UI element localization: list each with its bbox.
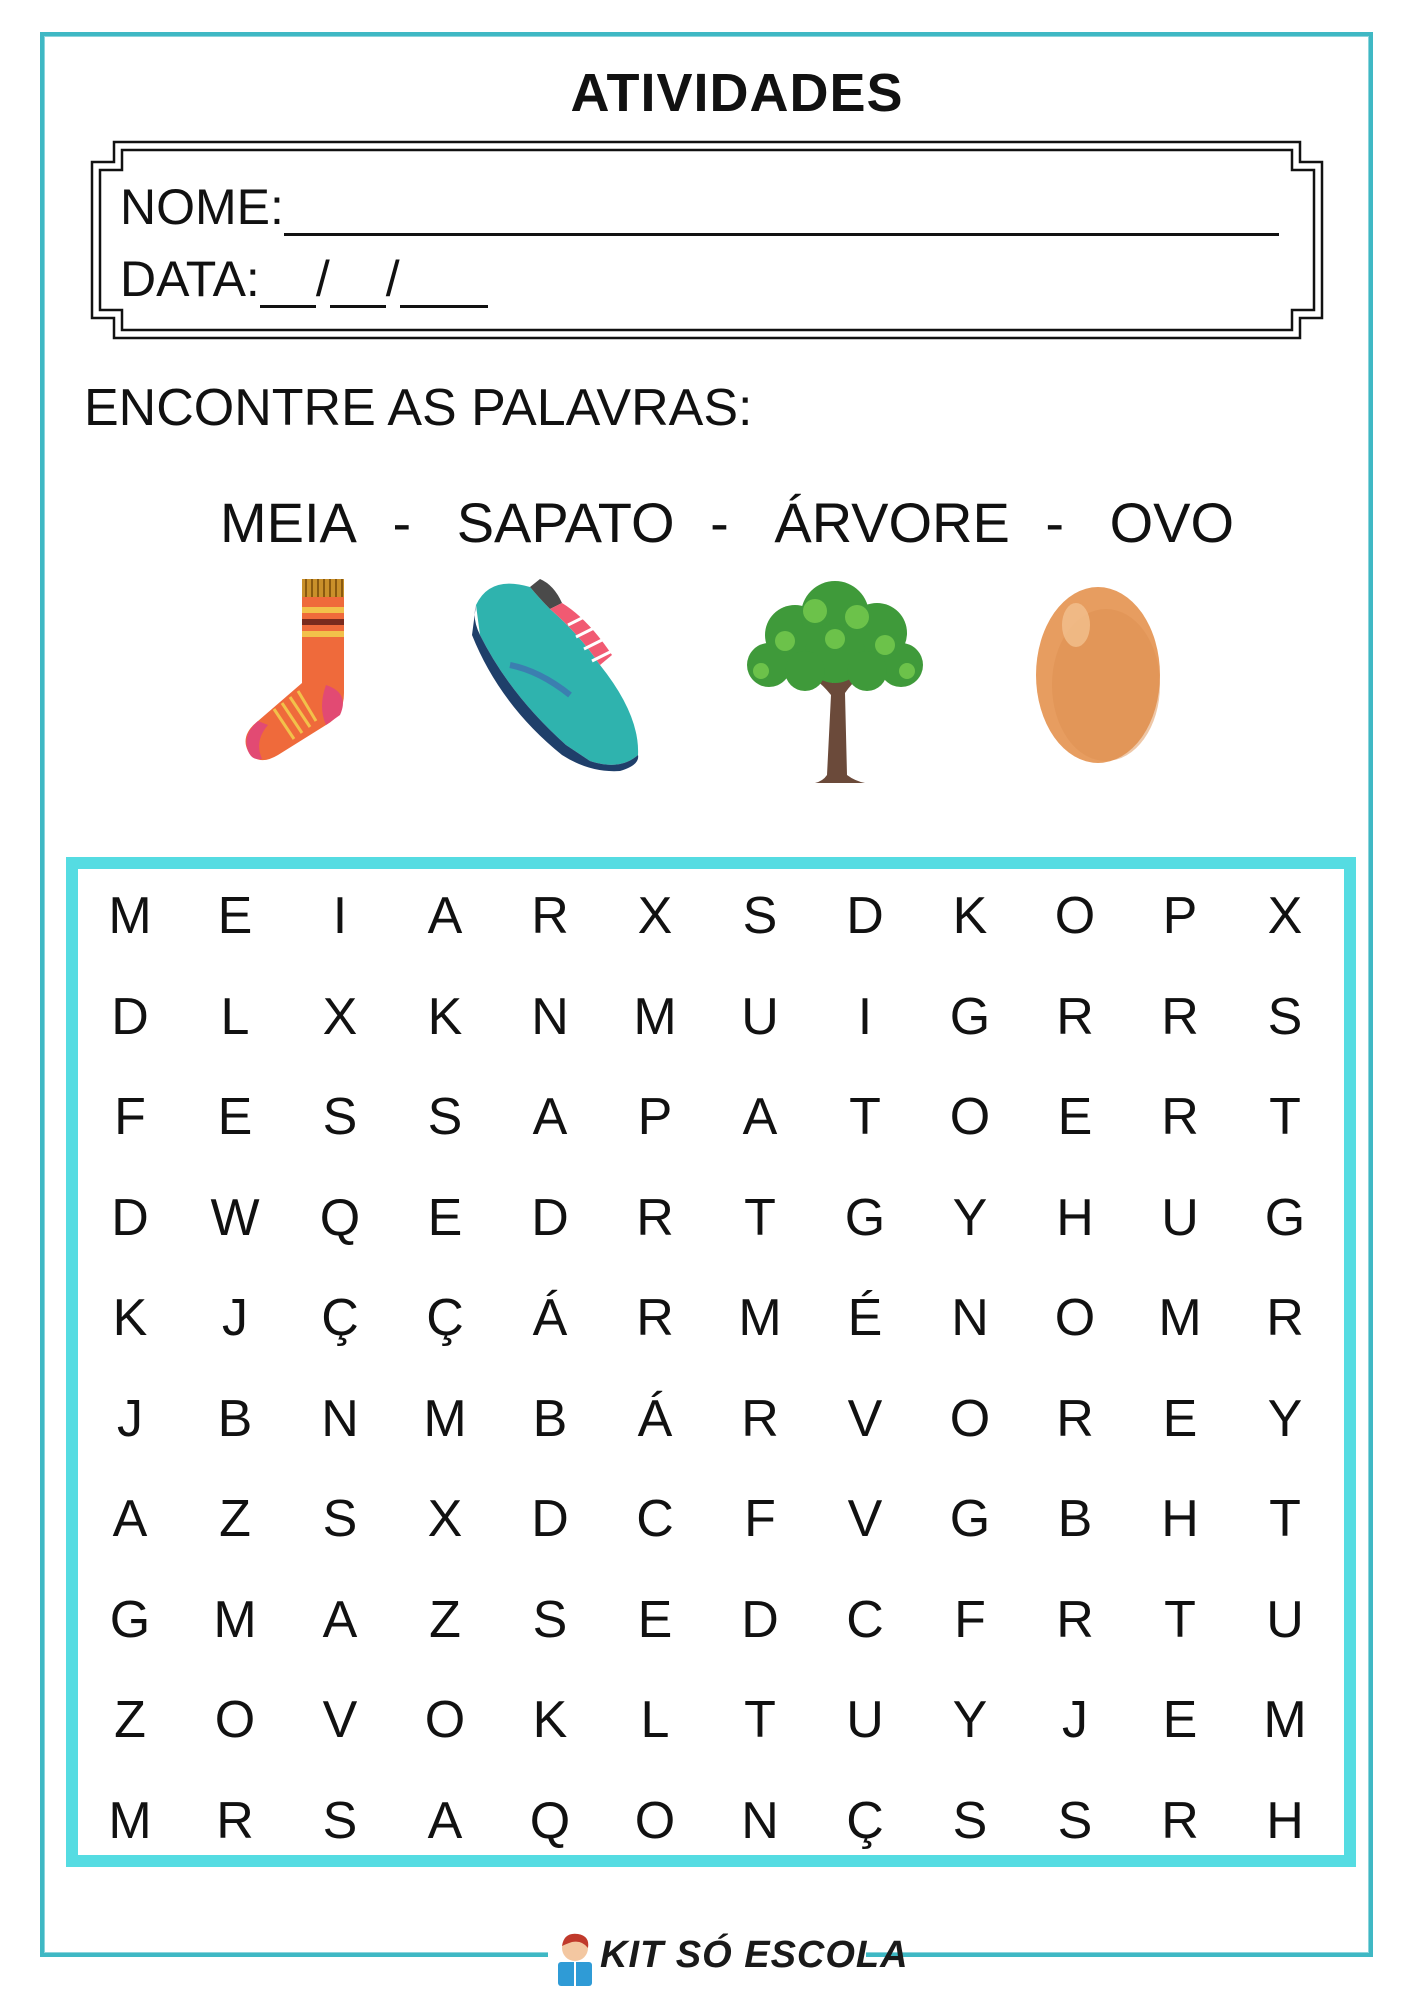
name-box-frame	[82, 140, 1332, 340]
grid-letter[interactable]: X	[427, 1490, 463, 1548]
grid-letter[interactable]: U	[741, 987, 779, 1046]
grid-letter[interactable]: W	[210, 1188, 260, 1247]
grid-letter[interactable]: T	[1164, 1590, 1196, 1649]
grid-letter[interactable]: M	[423, 1389, 467, 1448]
grid-letter[interactable]: S	[532, 1590, 568, 1649]
name-date-box	[82, 140, 1332, 340]
grid-letter[interactable]: B	[532, 1389, 568, 1448]
grid-letter[interactable]: F	[954, 1590, 986, 1649]
word-list	[220, 490, 1234, 555]
grid-letter[interactable]: P	[1162, 887, 1198, 945]
grid-letter[interactable]: B	[1057, 1490, 1093, 1548]
grid-letter[interactable]: I	[857, 987, 873, 1046]
grid-letter[interactable]: S	[742, 887, 778, 945]
grid-letter[interactable]: D	[531, 1188, 569, 1247]
grid-letter[interactable]: E	[427, 1188, 463, 1247]
date-label: DATA:	[120, 251, 260, 307]
grid-letter[interactable]: O	[424, 1691, 466, 1749]
grid-letter[interactable]: M	[213, 1590, 257, 1649]
grid-letter[interactable]: Z	[429, 1590, 461, 1649]
word-search-grid	[80, 868, 1342, 1858]
date-slash: /	[385, 251, 400, 307]
grid-letter[interactable]: S	[952, 1791, 988, 1850]
grid-letter[interactable]: V	[847, 1389, 883, 1448]
grid-letter[interactable]: Y	[952, 1188, 988, 1247]
name-field[interactable]	[120, 178, 1279, 236]
grid-letter[interactable]: D	[741, 1590, 779, 1649]
grid-letter[interactable]: R	[636, 1289, 674, 1347]
grid-letter[interactable]: T	[744, 1691, 776, 1749]
grid-letter[interactable]: R	[636, 1188, 674, 1247]
word-item: ÁRVORE	[774, 491, 1010, 554]
grid-letter[interactable]: R	[1161, 1791, 1199, 1850]
grid-letter[interactable]: R	[1266, 1289, 1304, 1347]
grid-letter[interactable]: N	[531, 987, 569, 1046]
grid-letter[interactable]: R	[1161, 1088, 1199, 1146]
grid-letter[interactable]: H	[1056, 1188, 1094, 1247]
date-year-blank	[400, 261, 488, 308]
grid-letter[interactable]: O	[634, 1791, 676, 1850]
grid-letter[interactable]: H	[1266, 1791, 1304, 1850]
grid-letter[interactable]: D	[111, 987, 149, 1046]
grid-letter[interactable]: Ç	[846, 1791, 884, 1850]
grid-letter[interactable]: S	[322, 1791, 358, 1850]
grid-letter[interactable]: G	[109, 1590, 151, 1649]
sock-icon	[240, 575, 360, 775]
grid-letter[interactable]: E	[637, 1590, 673, 1649]
grid-letter[interactable]: M	[108, 1791, 152, 1850]
grid-letter[interactable]: J	[222, 1289, 248, 1347]
grid-letter[interactable]: S	[1267, 987, 1303, 1046]
grid-letter[interactable]: D	[846, 887, 884, 945]
grid-letter[interactable]: F	[744, 1490, 776, 1548]
word-separator: -	[1045, 491, 1065, 554]
grid-letter[interactable]: X	[322, 987, 358, 1046]
grid-letter[interactable]: U	[846, 1691, 884, 1749]
grid-letter[interactable]: R	[1056, 987, 1094, 1046]
date-slash: /	[315, 251, 330, 307]
grid-letter[interactable]: J	[117, 1389, 143, 1448]
date-day-blank	[260, 261, 316, 308]
page-title: ATIVIDADES	[570, 63, 904, 123]
grid-letter[interactable]: N	[951, 1289, 989, 1347]
brand-name: KIT SÓ ESCOLA	[600, 1934, 909, 1976]
grid-letter[interactable]: E	[1162, 1389, 1198, 1448]
brand-logo	[548, 1920, 909, 1998]
grid-letter[interactable]: M	[1263, 1691, 1307, 1749]
grid-letter[interactable]: Ç	[321, 1289, 359, 1347]
grid-letter[interactable]: X	[637, 887, 673, 945]
grid-letter[interactable]: A	[112, 1490, 148, 1548]
grid-letter[interactable]: A	[532, 1088, 568, 1146]
instruction-text: ENCONTRE AS PALAVRAS:	[84, 379, 753, 437]
grid-letter[interactable]: T	[849, 1088, 881, 1146]
grid-letter[interactable]: M	[108, 887, 152, 945]
grid-letter[interactable]: A	[427, 1791, 463, 1850]
grid-letter[interactable]: M	[633, 987, 677, 1046]
grid-letter[interactable]: E	[217, 1088, 253, 1146]
word-separator: -	[710, 491, 729, 554]
grid-letter[interactable]: Q	[319, 1188, 361, 1247]
tree-icon	[735, 575, 935, 785]
grid-letter[interactable]: Y	[1267, 1389, 1303, 1448]
grid-letter[interactable]: X	[1267, 887, 1303, 945]
grid-letter[interactable]: S	[322, 1088, 358, 1146]
egg-icon	[1028, 575, 1168, 775]
grid-letter[interactable]: E	[1057, 1088, 1093, 1146]
word-item: SAPATO	[456, 491, 675, 554]
grid-letter[interactable]: R	[531, 887, 569, 945]
grid-letter[interactable]: O	[949, 1088, 991, 1146]
grid-letter[interactable]: C	[846, 1590, 884, 1649]
grid-letter[interactable]: I	[332, 887, 348, 945]
grid-letter[interactable]: A	[427, 887, 463, 945]
grid-letter[interactable]: G	[1264, 1188, 1306, 1247]
grid-letter[interactable]: T	[1269, 1490, 1301, 1548]
grid-letter[interactable]: M	[1158, 1289, 1202, 1347]
grid-letter[interactable]: E	[1162, 1691, 1198, 1749]
grid-letter[interactable]: D	[531, 1490, 569, 1548]
grid-letter[interactable]: R	[741, 1389, 779, 1448]
grid-letter[interactable]: G	[949, 987, 991, 1046]
name-label: NOME:	[120, 179, 284, 235]
grid-letter[interactable]: A	[742, 1088, 778, 1146]
grid-letter[interactable]: K	[952, 887, 988, 945]
word-item: MEIA	[220, 491, 357, 554]
grid-letter[interactable]: A	[322, 1590, 358, 1649]
grid-letter[interactable]: H	[1161, 1490, 1199, 1548]
word-separator: -	[392, 491, 412, 554]
grid-letter[interactable]: K	[532, 1691, 568, 1749]
grid-letter[interactable]: Ç	[426, 1289, 464, 1347]
grid-letter[interactable]: N	[321, 1389, 359, 1448]
date-field[interactable]	[120, 250, 488, 308]
grid-letter[interactable]: J	[1062, 1691, 1088, 1749]
grid-letter[interactable]: E	[217, 887, 253, 945]
grid-letter[interactable]: Á	[532, 1289, 568, 1347]
grid-letter[interactable]: P	[637, 1088, 673, 1146]
grid-letter[interactable]: V	[322, 1691, 358, 1749]
grid-letter[interactable]: G	[844, 1188, 886, 1247]
grid-letter[interactable]: Y	[952, 1691, 988, 1749]
grid-letter[interactable]: F	[114, 1088, 146, 1146]
grid-letter[interactable]: C	[636, 1490, 674, 1548]
grid-letter[interactable]: R	[216, 1791, 254, 1850]
sneaker-icon	[470, 575, 650, 775]
grid-letter[interactable]: N	[741, 1791, 779, 1850]
grid-letter[interactable]: K	[427, 987, 463, 1046]
grid-letter[interactable]: T	[744, 1188, 776, 1247]
grid-letter[interactable]: O	[1054, 1289, 1096, 1347]
grid-letter[interactable]: R	[1056, 1389, 1094, 1448]
grid-letter[interactable]: Q	[529, 1791, 571, 1850]
grid-letter[interactable]: S	[322, 1490, 358, 1548]
word-pictures	[0, 575, 1414, 795]
grid-letter[interactable]: Z	[219, 1490, 251, 1548]
grid-letter[interactable]: T	[1269, 1088, 1301, 1146]
grid-letter[interactable]: O	[1054, 887, 1096, 945]
grid-letter[interactable]: V	[847, 1490, 883, 1548]
reading-kid-icon	[552, 1930, 598, 1990]
grid-letter[interactable]: S	[427, 1088, 463, 1146]
grid-letter[interactable]: L	[220, 987, 250, 1046]
grid-letter[interactable]: É	[847, 1289, 883, 1347]
grid-letter[interactable]: M	[738, 1289, 782, 1347]
grid-letter[interactable]: K	[112, 1289, 148, 1347]
grid-letter[interactable]: R	[1056, 1590, 1094, 1649]
grid-letter[interactable]: O	[949, 1389, 991, 1448]
grid-letter[interactable]: Z	[114, 1691, 146, 1749]
grid-letter[interactable]: L	[640, 1691, 670, 1749]
grid-letter[interactable]: Á	[637, 1389, 673, 1448]
grid-letter[interactable]: O	[214, 1691, 256, 1749]
grid-letter[interactable]: R	[1161, 987, 1199, 1046]
grid-letter[interactable]: U	[1266, 1590, 1304, 1649]
grid-letter[interactable]: U	[1161, 1188, 1199, 1247]
word-item: OVO	[1109, 491, 1235, 554]
name-underline	[284, 189, 1279, 236]
grid-letter[interactable]: G	[949, 1490, 991, 1548]
grid-letter[interactable]: B	[217, 1389, 253, 1448]
grid-letter[interactable]: S	[1057, 1791, 1093, 1850]
date-month-blank	[330, 261, 386, 308]
grid-letter[interactable]: D	[111, 1188, 149, 1247]
